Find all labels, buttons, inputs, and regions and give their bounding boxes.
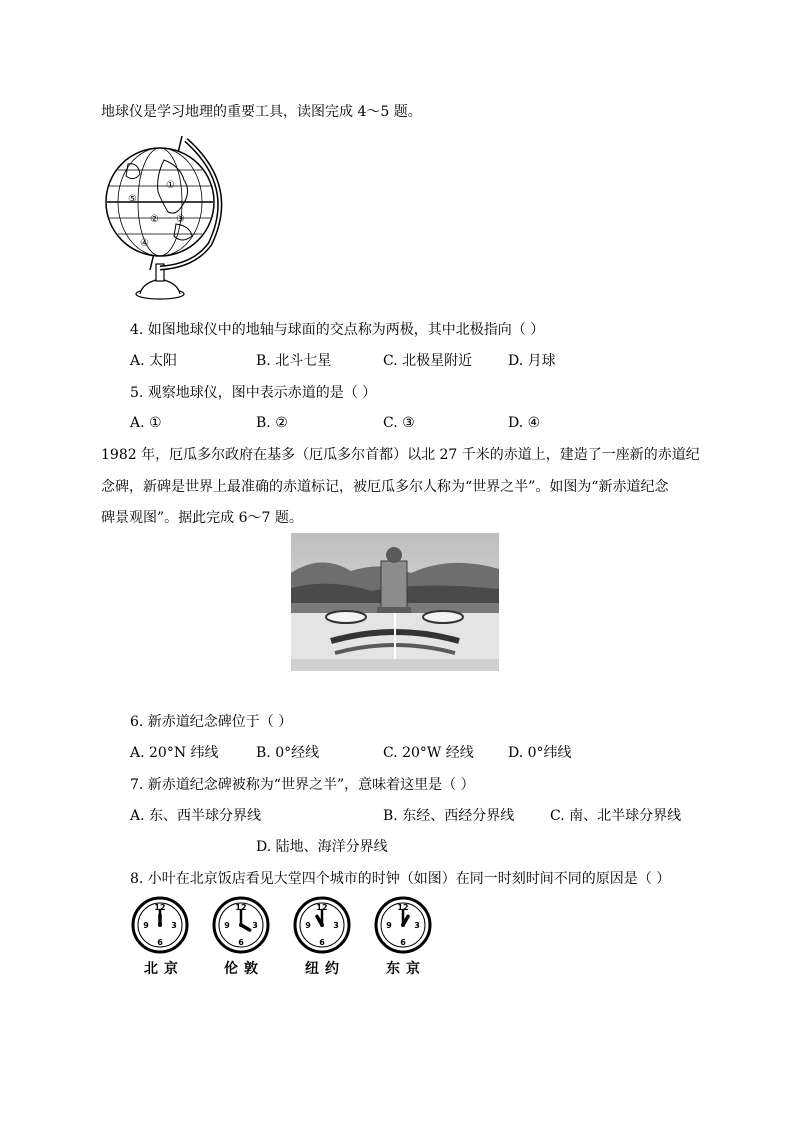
clock-center (239, 923, 243, 927)
clock-numeral: 12 (397, 903, 409, 912)
clock-london (211, 895, 271, 959)
globe-sphere (106, 148, 214, 256)
question-4-option-d: D. 月球 (508, 353, 556, 369)
clock-label-beijing: 北京 (144, 961, 184, 977)
clock-numeral: 6 (157, 938, 163, 947)
clock-center (158, 923, 162, 927)
globe-marker-4: ④ (140, 238, 149, 249)
question-6-stem: 6. 新赤道纪念碑位于（ ） (130, 714, 293, 730)
question-6-option-c: C. 20°W 经线 (383, 745, 474, 761)
monument-photo (291, 533, 499, 671)
clock-numeral: 6 (319, 938, 325, 947)
globe-marker-1: ① (166, 180, 175, 191)
clock-label-tokyo: 东京 (386, 961, 426, 977)
clock-numeral: 9 (386, 921, 392, 930)
question-4-stem: 4. 如图地球仪中的地轴与球面的交点称为两极，其中北极指向（ ） (130, 322, 545, 338)
intro-text-q6-7-line-3: 碑景观图”。据此完成 6～7 题。 (101, 510, 303, 526)
clock-numeral: 3 (414, 921, 420, 930)
question-5-stem: 5. 观察地球仪，图中表示赤道的是（ ） (130, 385, 377, 401)
clock-center (320, 923, 324, 927)
clock-numeral: 9 (143, 921, 149, 930)
question-5-option-b: B. ② (256, 415, 288, 431)
question-5-option-a: A. ① (130, 415, 162, 431)
intro-text-q6-7-line-2: 念碑，新碑是世界上最准确的赤道标记，被厄瓜多尔人称为“世界之半”。如图为“新赤道纪念 (101, 479, 669, 495)
clock-tokyo (373, 895, 433, 959)
question-7-option-c: C. 南、北半球分界线 (550, 808, 682, 824)
globe-marker-5: ⑤ (128, 194, 137, 205)
clock-numeral: 3 (333, 921, 339, 930)
clock-numeral: 12 (235, 903, 247, 912)
question-5-option-d: D. ④ (508, 415, 541, 431)
question-8-stem: 8. 小叶在北京饭店看见大堂四个城市的时钟（如图）在同一时刻时间不同的原因是（ ） (130, 871, 671, 887)
globe-marker-3: ③ (176, 214, 185, 225)
globe-stand (136, 264, 184, 299)
clock-numeral: 3 (252, 921, 258, 930)
question-5-option-c: C. ③ (383, 415, 415, 431)
question-6-option-b: B. 0°经线 (256, 745, 320, 761)
clock-numeral: 12 (154, 903, 166, 912)
clock-numeral: 6 (400, 938, 406, 947)
clock-new-york (292, 895, 352, 959)
clock-numeral: 12 (316, 903, 328, 912)
clock-numeral: 6 (238, 938, 244, 947)
clock-numeral: 9 (305, 921, 311, 930)
clock-label-london: 伦敦 (224, 961, 264, 977)
clock-beijing (130, 895, 190, 959)
question-7-option-d: D. 陆地、海洋分界线 (256, 839, 388, 855)
globe-figure (98, 136, 233, 306)
clock-center (401, 923, 405, 927)
question-7-option-b: B. 东经、西经分界线 (383, 808, 515, 824)
question-7-stem: 7. 新赤道纪念碑被称为“世界之半”，意味着这里是（ ） (130, 777, 475, 793)
question-6-option-d: D. 0°纬线 (508, 745, 572, 761)
clock-numeral: 3 (171, 921, 177, 930)
question-4-option-a: A. 太阳 (130, 353, 178, 369)
globe-marker-2: ② (150, 214, 159, 225)
question-7-option-a: A. 东、西半球分界线 (130, 808, 262, 824)
question-4-option-c: C. 北极星附近 (383, 353, 473, 369)
question-6-option-a: A. 20°N 纬线 (130, 745, 219, 761)
intro-text-q4-5: 地球仪是学习地理的重要工具，读图完成 4～5 题。 (101, 104, 422, 120)
question-4-option-b: B. 北斗七星 (256, 353, 332, 369)
intro-text-q6-7-line-1: 1982 年，厄瓜多尔政府在基多（厄瓜多尔首都）以北 27 千米的赤道上，建造了一座新的赤道纪 (101, 447, 700, 463)
clock-label-new-york: 纽约 (305, 961, 345, 977)
clock-numeral: 9 (224, 921, 230, 930)
